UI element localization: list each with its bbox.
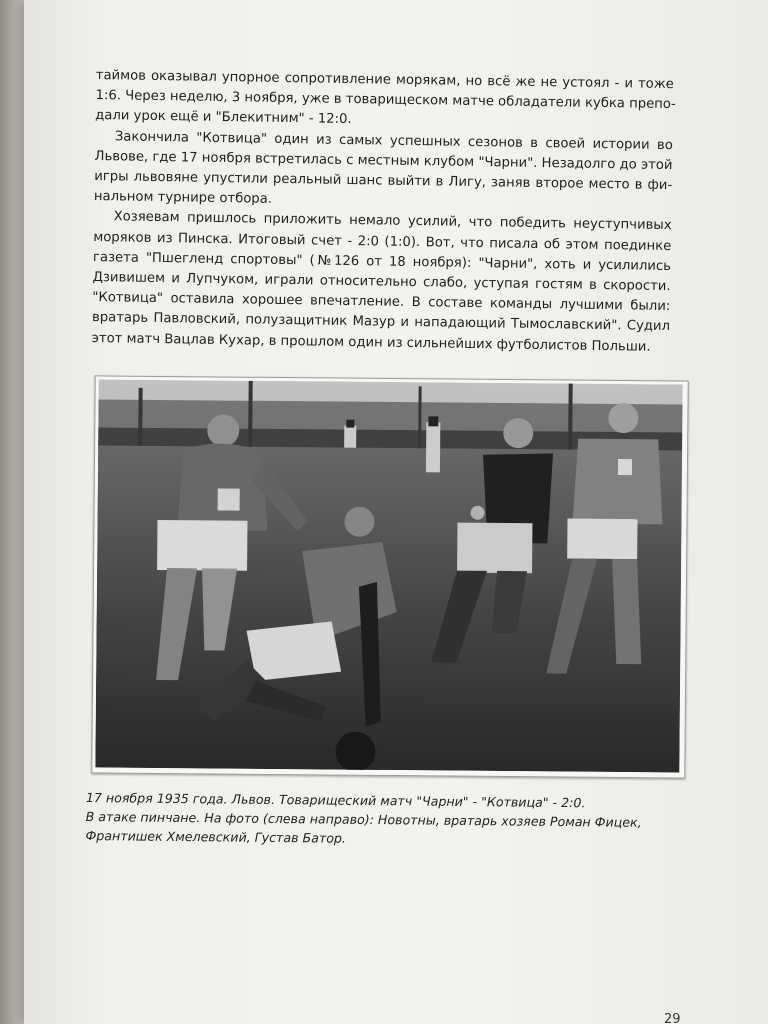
text-line: Львове, где 17 ноября встретилась с местным клубом "Чарни". Незадолго до этой [94,148,673,173]
text-line: нальном турнире отбора. [93,189,273,207]
text-line: 1:6. Через неделю, 3 ноября, уже в товарищеском матче обладатели кубка препо- [95,88,676,113]
text-line: дали урок ещё и "Блекитним" - 12:0. [95,108,352,128]
text-line: таймов оказывал упорное сопротивление морякам, но всё же не устоял - и тоже [95,67,674,93]
text-line: Хозяевам пришлось приложить немало усилий, что победить неуступчивых [113,209,672,234]
football-photo-illustration [95,379,682,772]
paragraph-2 [94,127,673,217]
page-edge [0,0,24,1024]
page-number: 29 [664,1012,681,1024]
caption-line: В атаке пинчане. На фото (слева направо): Новотны, вратарь хозяев Роман Фицек, [85,808,642,830]
match-photo [91,375,688,778]
paragraph-3 [92,207,672,357]
text-line: Закончила "Котвица" один из самых успешных сезонов в своей истории во [114,128,673,153]
text-line: этот матч Вацлав Кухар, в прошлом один из сильнейших футболистов Польши. [91,330,651,355]
text-line: Дзивишем и Лупчуком, играли относительно слабо, уступая гостям в скорости. [92,270,671,295]
text-line: вратарь Павловский, полузащитник Мазур и нападающий Тымославский". Судил [91,310,671,335]
paragraph-1 [95,66,674,136]
text-line: игры львовяне упустили реальный шанс выйти в Лигу, заняв второе место в фи- [94,169,673,194]
text-line: "Котвица" оставила хорошее впечатление. В составе команды лучшими были: [92,290,671,315]
body-text [92,66,674,358]
caption-line: 17 ноября 1935 года. Львов. Товарищеский матч "Чарни" - "Котвица" - 2:0. [85,789,586,811]
text-line: моряков из Пинска. Итоговый счет - 2:0 (1:0). Вот, что писала об этом поединке [93,229,672,254]
text-line: газета "Пшегленд спортовы" (№126 от 18 ноября): "Чарни", хоть и усилились [92,249,672,274]
photo-caption [85,788,706,851]
caption-line: Франтишек Хмелевский, Густав Батор. [85,827,347,846]
